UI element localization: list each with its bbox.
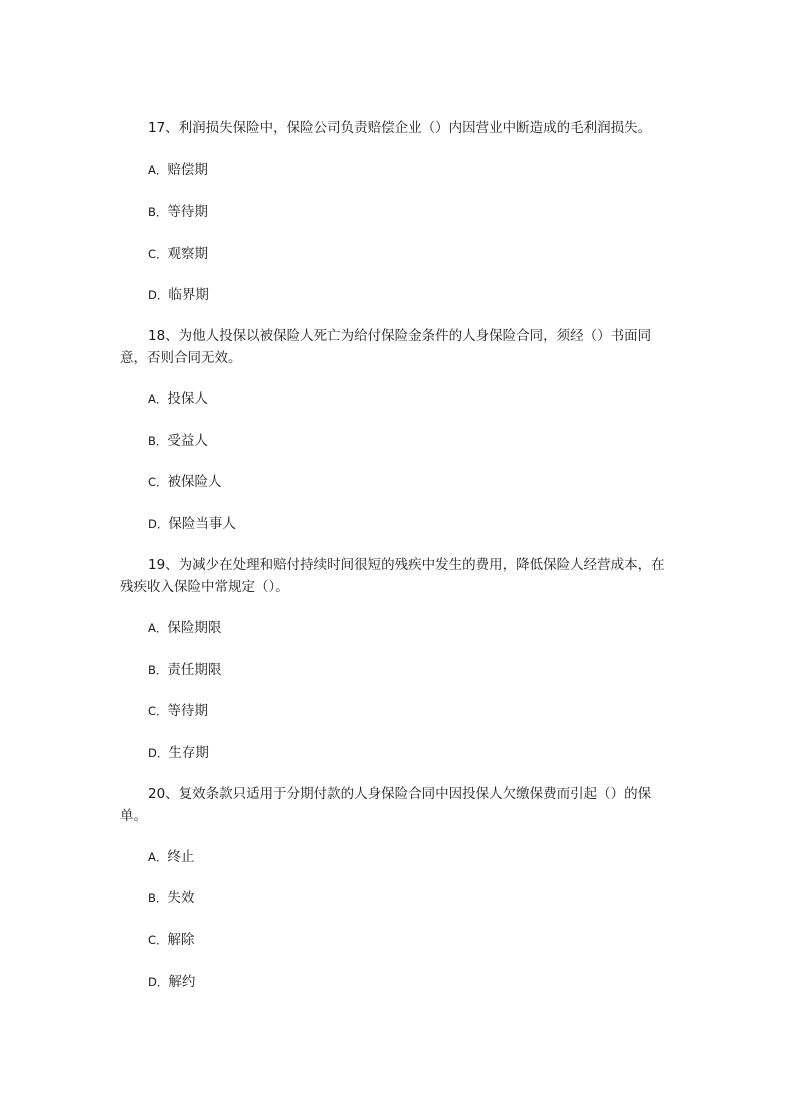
question-19-option-a: A．保险期限	[148, 620, 222, 636]
question-17-option-b: B．等待期	[148, 204, 208, 220]
question-17-option-d: D．临界期	[148, 287, 209, 303]
question-17-stem: 17、利润损失保险中，保险公司负责赔偿企业（）内因营业中断造成的毛利润损失。	[148, 120, 652, 136]
question-19-stem: 19、为减少在处理和赔付持续时间很短的残疾中发生的费用，降低保险人经营成本，在残疾收入保险中常规定（）。	[120, 557, 665, 595]
question-18-option-c: C．被保险人	[148, 474, 222, 490]
question-17-option-a: A．赔偿期	[148, 162, 208, 178]
question-20-option-a: A．终止	[148, 849, 195, 865]
question-20-option-d: D．解约	[148, 974, 196, 990]
question-19-option-c: C．等待期	[148, 703, 209, 719]
question-20-option-c: C．解除	[148, 932, 195, 948]
question-18-option-a: A．投保人	[148, 391, 208, 407]
question-19-option-b: B．责任期限	[148, 662, 222, 678]
question-18-stem: 18、为他人投保以被保险人死亡为给付保险金条件的人身保险合同，须经（）书面同意，否则合同无效。	[120, 328, 652, 366]
question-18-option-d: D．保险当事人	[148, 516, 236, 532]
question-20-option-b: B．失效	[148, 890, 195, 906]
question-18-option-b: B．受益人	[148, 433, 208, 449]
question-20-stem: 20、复效条款只适用于分期付款的人身保险合同中因投保人欠缴保费而引起（）的保单。	[120, 786, 652, 824]
question-19-option-d: D．生存期	[148, 745, 209, 761]
question-17-option-c: C．观察期	[148, 246, 209, 262]
